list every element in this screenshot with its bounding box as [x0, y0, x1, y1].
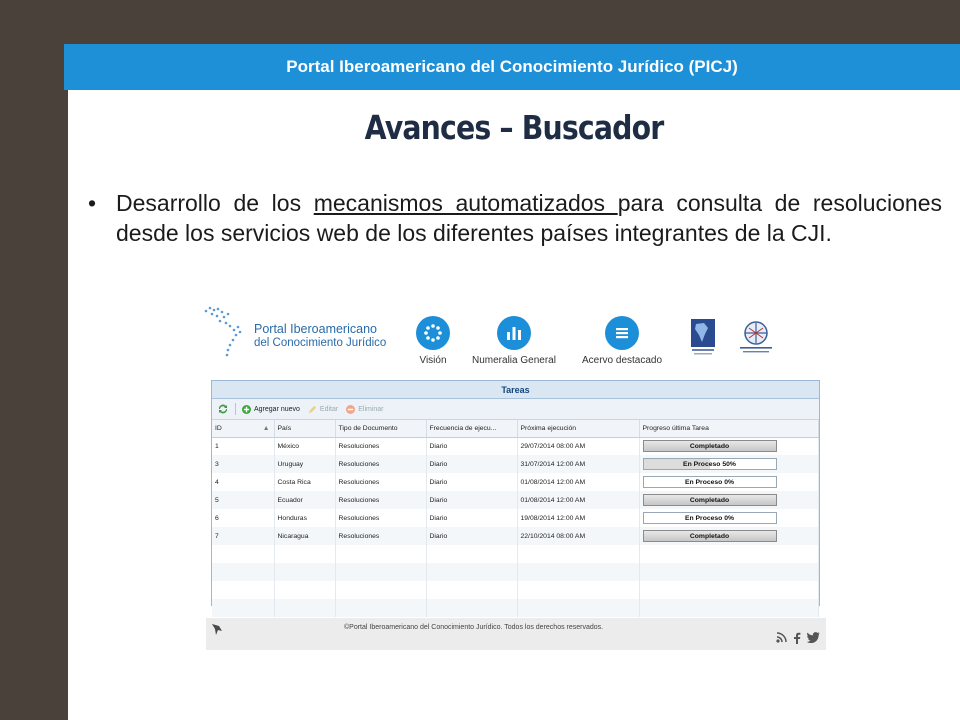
grid-toolbar: [212, 399, 819, 420]
empty-cell: [335, 545, 426, 563]
cell-progreso: [639, 473, 819, 491]
cell-progreso: [639, 527, 819, 545]
empty-cell: [274, 599, 335, 617]
footer-copyright: ©Portal Iberoamericano del Conocimiento Jurídico. Todos los derechos reservados.: [344, 624, 604, 631]
grid-title: Tareas: [212, 381, 819, 399]
table-header-row: [212, 420, 819, 437]
cell-frecuencia: Diario: [426, 527, 517, 545]
cell-pais: Costa Rica: [274, 473, 335, 491]
cell-progreso: [639, 491, 819, 509]
sort-arrow-icon: ▲: [262, 424, 270, 432]
bullet-text-underlined: mecanismos automatizados: [313, 190, 618, 216]
cell-id: 4: [212, 473, 274, 491]
empty-cell: [335, 563, 426, 581]
table-row[interactable]: [212, 509, 819, 527]
cell-pais: México: [274, 437, 335, 455]
column-header-id[interactable]: [212, 420, 274, 437]
progress-bar: [643, 440, 777, 452]
progress-bar: [643, 530, 777, 542]
cell-frecuencia: Diario: [426, 509, 517, 527]
column-header-id-label: ID: [215, 424, 222, 432]
table-row[interactable]: [212, 527, 819, 545]
cell-id: 5: [212, 491, 274, 509]
refresh-icon: [217, 404, 229, 414]
nav-acervo[interactable]: [582, 316, 662, 366]
progress-bar: [643, 494, 777, 506]
refresh-button[interactable]: [217, 404, 229, 414]
tasks-grid: [211, 380, 820, 606]
cell-frecuencia: Diario: [426, 491, 517, 509]
add-button-label: Agregar nuevo: [254, 405, 300, 413]
cell-tipo: Resoluciones: [335, 527, 426, 545]
empty-cell: [335, 581, 426, 599]
bullet-text: [116, 188, 942, 248]
bar-chart-icon: [497, 316, 531, 350]
cell-frecuencia: Diario: [426, 437, 517, 455]
column-header-pais[interactable]: País: [274, 420, 335, 437]
cell-frecuencia: Diario: [426, 455, 517, 473]
empty-table-row: [212, 581, 819, 599]
empty-cell: [335, 599, 426, 617]
delete-button[interactable]: [346, 405, 383, 414]
americas-map-icon: [200, 300, 248, 360]
table-row[interactable]: [212, 473, 819, 491]
cell-tipo: Resoluciones: [335, 473, 426, 491]
progress-bar: [643, 476, 777, 488]
empty-cell: [212, 581, 274, 599]
nav-numeralia[interactable]: [472, 316, 556, 366]
progress-label: En Proceso 50%: [683, 460, 736, 468]
cell-proxima: 01/08/2014 12:00 AM: [517, 473, 639, 491]
pencil-icon: [308, 405, 317, 414]
portal-screenshot: [196, 296, 830, 652]
portal-footer: [206, 618, 826, 650]
empty-table-row: [212, 545, 819, 563]
add-button[interactable]: [242, 405, 300, 414]
nav-acervo-label: Acervo destacado: [582, 355, 663, 366]
cell-id: 3: [212, 455, 274, 473]
portal-logo-line2: del Conocimiento Jurídico: [254, 337, 387, 349]
edit-button[interactable]: [308, 405, 338, 414]
empty-cell: [639, 545, 819, 563]
empty-cell: [274, 563, 335, 581]
empty-cell: [274, 581, 335, 599]
portal-logo-line1: Portal Iberoamericano: [254, 322, 377, 336]
empty-cell: [426, 599, 517, 617]
empty-cell: [426, 581, 517, 599]
toolbar-divider: [235, 403, 236, 415]
cell-id: 7: [212, 527, 274, 545]
empty-cell: [426, 545, 517, 563]
cell-tipo: Resoluciones: [335, 455, 426, 473]
empty-table-row: [212, 599, 819, 617]
table-row[interactable]: [212, 491, 819, 509]
bullet-text-pre: Desarrollo de los: [116, 190, 314, 216]
nav-numeralia-label: Numeralia General: [472, 355, 556, 366]
bullet-marker: •: [88, 190, 97, 216]
progress-label: Completado: [689, 532, 730, 540]
progress-bar: [643, 512, 777, 524]
cumbre-judicial-emblem-icon[interactable]: [736, 318, 776, 356]
cell-id: 6: [212, 509, 274, 527]
rss-icon[interactable]: [776, 632, 787, 643]
empty-cell: [212, 563, 274, 581]
delete-icon: [346, 405, 355, 414]
nav-vision-label: Visión: [419, 355, 447, 366]
cell-tipo: Resoluciones: [335, 509, 426, 527]
cell-pais: Honduras: [274, 509, 335, 527]
cell-progreso: [639, 437, 819, 455]
dots-circle-icon: [416, 316, 450, 350]
institution-emblem-icon[interactable]: [690, 318, 716, 356]
empty-cell: [212, 599, 274, 617]
tasks-table: [212, 420, 819, 617]
empty-cell: [639, 563, 819, 581]
empty-cell: [639, 581, 819, 599]
cell-tipo: Resoluciones: [335, 491, 426, 509]
cell-pais: Uruguay: [274, 455, 335, 473]
slide-header-bar: [64, 44, 960, 90]
cell-proxima: 22/10/2014 08:00 AM: [517, 527, 639, 545]
cell-id: 1: [212, 437, 274, 455]
americas-mini-icon: [210, 622, 224, 636]
cell-frecuencia: Diario: [426, 473, 517, 491]
empty-cell: [426, 563, 517, 581]
cell-proxima: 01/08/2014 12:00 AM: [517, 491, 639, 509]
cell-pais: Nicaragua: [274, 527, 335, 545]
empty-cell: [517, 545, 639, 563]
slide-header-text: Portal Iberoamericano del Conocimiento Jurídico (PICJ): [286, 57, 738, 76]
empty-cell: [212, 545, 274, 563]
column-header-progreso[interactable]: Progreso última Tarea: [639, 420, 819, 437]
cell-proxima: 29/07/2014 08:00 AM: [517, 437, 639, 455]
edit-button-label: Editar: [319, 405, 339, 413]
progress-label: Completado: [689, 496, 730, 504]
column-header-tipo[interactable]: Tipo de Documento: [335, 420, 426, 437]
table-row[interactable]: [212, 455, 819, 473]
slide-title: Avances – Buscador: [364, 108, 664, 147]
delete-button-label: Eliminar: [358, 405, 384, 413]
empty-table-row: [212, 563, 819, 581]
twitter-icon[interactable]: [807, 632, 820, 643]
cell-proxima: 19/08/2014 12:00 AM: [517, 509, 639, 527]
bullet-text-post: para consulta de resoluciones desde los servicios web de los diferentes países integrantes de la CJI.: [116, 190, 943, 246]
progress-label: En Proceso 0%: [684, 478, 735, 486]
facebook-icon[interactable]: [793, 632, 801, 644]
column-header-proxima[interactable]: Próxima ejecución: [517, 420, 639, 437]
cell-progreso: [639, 455, 819, 473]
cell-tipo: Resoluciones: [335, 437, 426, 455]
nav-vision[interactable]: [416, 316, 450, 366]
progress-label: Completado: [689, 442, 730, 450]
list-icon: [605, 316, 639, 350]
empty-cell: [274, 545, 335, 563]
add-icon: [242, 405, 251, 414]
cell-proxima: 31/07/2014 12:00 AM: [517, 455, 639, 473]
progress-label: En Proceso 0%: [684, 514, 735, 522]
empty-cell: [639, 599, 819, 617]
slide-frame-top: [0, 0, 960, 44]
portal-logo[interactable]: [200, 300, 400, 360]
empty-cell: [517, 599, 639, 617]
progress-bar: [643, 458, 777, 470]
table-row[interactable]: [212, 437, 819, 455]
column-header-frecuencia[interactable]: Frecuencia de ejecu...: [426, 420, 517, 437]
social-links: [776, 632, 820, 644]
cell-progreso: [639, 509, 819, 527]
bullet-point: [88, 188, 942, 248]
empty-cell: [517, 581, 639, 599]
cell-pais: Ecuador: [274, 491, 335, 509]
empty-cell: [517, 563, 639, 581]
